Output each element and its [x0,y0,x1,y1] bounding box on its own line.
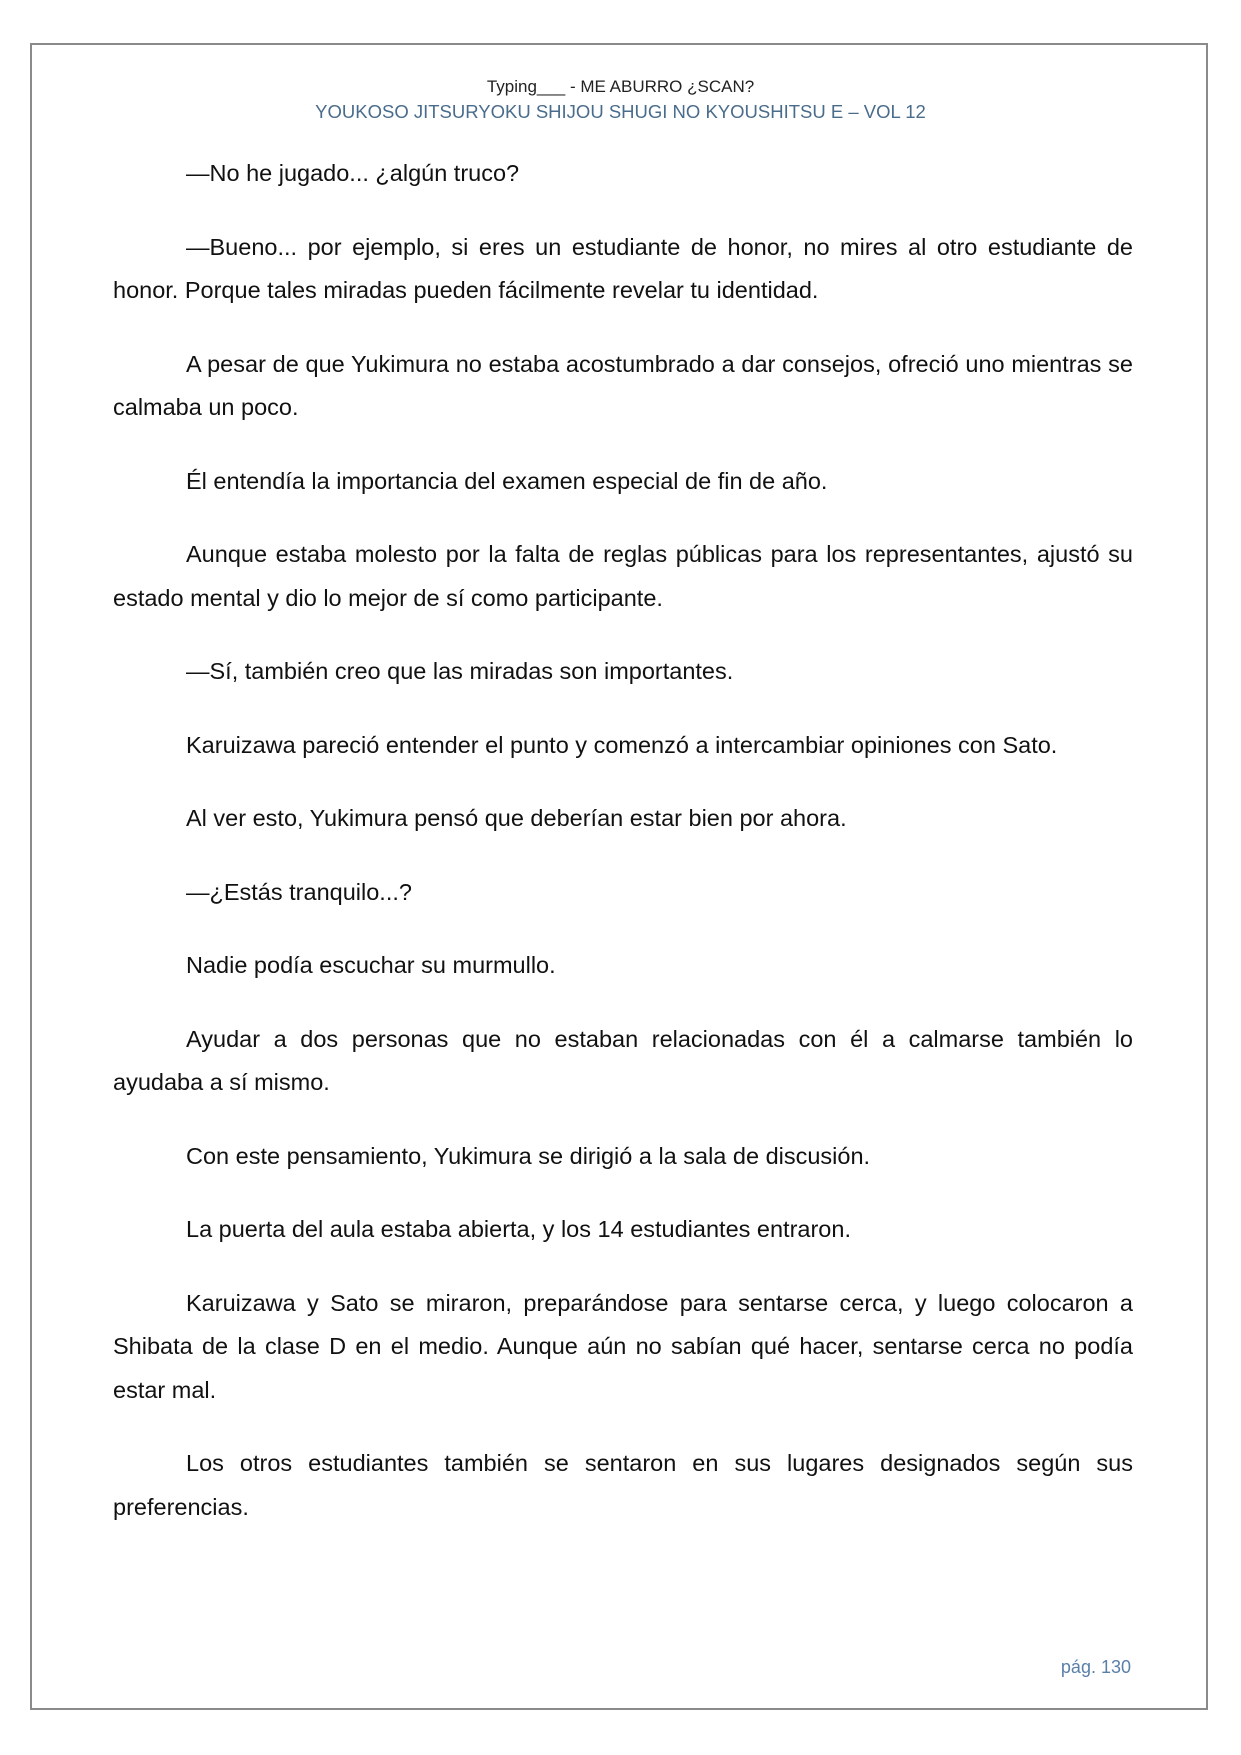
paragraph: —Bueno... por ejemplo, si eres un estudiante de honor, no mires al otro estudiante de honor. Porque tales miradas pueden fácilmente revelar tu identidad. [113,233,1133,303]
paragraph: A pesar de que Yukimura no estaba acostumbrado a dar consejos, ofreció uno mientras se calmaba un poco. [113,350,1133,420]
paragraph: Los otros estudiantes también se sentaron en sus lugares designados según sus preferencias. [113,1450,1133,1520]
paragraph: Al ver esto, Yukimura pensó que deberían estar bien por ahora. [186,805,847,831]
paragraph: La puerta del aula estaba abierta, y los 14 estudiantes entraron. [186,1216,851,1242]
paragraph: Nadie podía escuchar su murmullo. [186,952,556,978]
paragraph: Karuizawa y Sato se miraron, preparándose para sentarse cerca, y luego colocaron a Shibata de la clase D en el medio. Aunque aún no sabían qué hacer, sentarse cerca no podía estar mal. [113,1289,1133,1403]
paragraph: Él entendía la importancia del examen especial de fin de año. [186,467,828,494]
header-book-title: YOUKOSO JITSURYOKU SHIJOU SHUGI NO KYOUSHITSU E – VOL 12 [315,101,926,122]
page-number: pág. 130 [1060,1657,1131,1677]
paragraph: Ayudar a dos personas que no estaban relacionadas con él a calmarse también lo ayudaba a sí mismo. [113,1025,1133,1095]
paragraph: Karuizawa pareció entender el punto y comenzó a intercambiar opiniones con Sato. [186,731,1058,758]
paragraph: —No he jugado... ¿algún truco? [186,160,520,186]
paragraph: Aunque estaba molesto por la falta de reglas públicas para los representantes, ajustó su estado mental y dio lo mejor de sí como participante. [113,541,1133,611]
header-credit: Typing___ - ME ABURRO ¿SCAN? [486,77,755,96]
paragraph: Con este pensamiento, Yukimura se dirigió a la sala de discusión. [186,1142,871,1169]
paragraph: —¿Estás tranquilo...? [186,878,412,905]
paragraph: —Sí, también creo que las miradas son importantes. [186,658,734,684]
page-header [0,76,1241,124]
body-text [113,152,1133,1559]
